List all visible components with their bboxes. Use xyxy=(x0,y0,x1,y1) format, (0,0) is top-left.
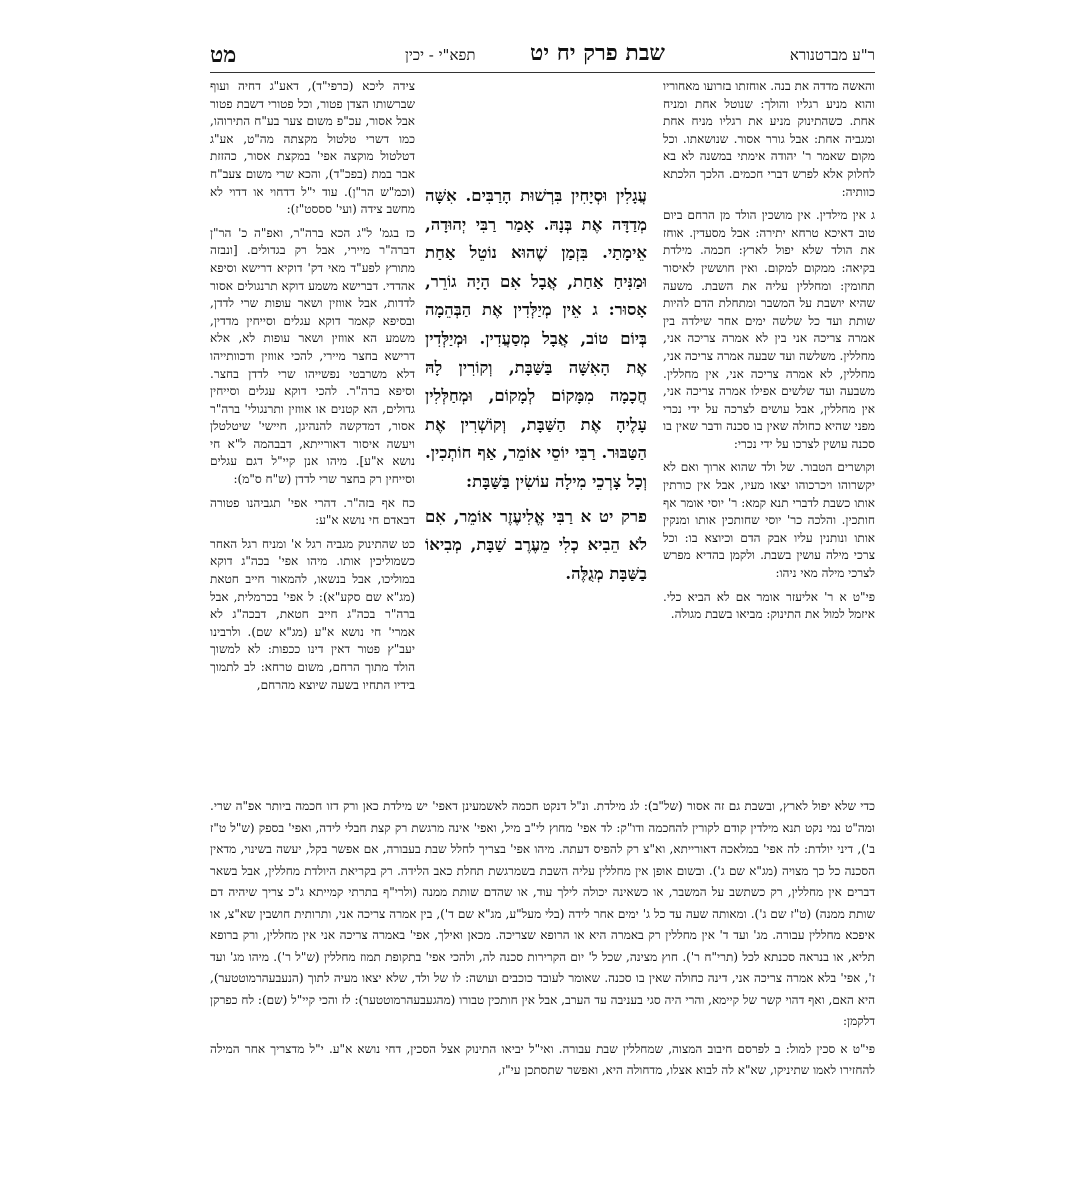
mishna-paragraph: פרק יט א רַבִּי אֱלִיעֶזֶר אוֹמֵר, אִם לֹא הֵבִיא כְלִי מֵעֶרֶב שַׁבָּת, מְבִיאוֹ בַשַּׁבָּת מְגֻלֶּה. xyxy=(425,506,647,583)
tiferet-paragraph: כח אף בזה"ר. דהרי אפי' תגביהנו פטורה דבאדם חי נושא א"ע: xyxy=(210,495,415,528)
tiferet-column xyxy=(210,78,415,790)
commentary-title-left: תפא"י - יכין xyxy=(405,46,476,64)
bottom-commentary xyxy=(210,796,875,1096)
page-number: מט xyxy=(210,42,237,68)
tiferet-paragraph: כז בגמ' ל"ג הכא ברה"ר, ואפ"ה כ' הר"ן דברה"ר מיירי, אבל רק בגדולים. [ונבזה מתורץ לפע"ד מאי דק' דוקיא דרישא וסיפא אהדדי. דברישא משמע דוקא תרנגולים אסור לדדות, אבל אווזין ושאר עופות שרי לדדן, ובסיפא קאמר דוקא עגלים וסייחין מדדין, משמע הא אווזין ושאר עופות לא, אלא דרישא בחצר מיירי, להכי אווזין ודכוותייהו דלא משרבטי נפשייהו שרי לדדן בחצר. וסיפא ברה"ר. להכי דוקא עגלים וסייחין גדולים, הא קטנים או אווזין ותרנגולי' ברה"ר אסור, דמדקשה להנהיגן, חיישי' שיטלטלן ויעשה איסור דאורייתא, דבבהמה ל"א חי נושא א"ע]. מיהו אנן קיי"ל דגם עגלים וסייחין רק בחצר שרי לדדן (ש"ח ס"מ): xyxy=(210,225,415,487)
bottom-paragraph: פי"ט א סכין למול: ב לפרסם חיבוב המצוה, שמחללין שבת עבורה. ואי"ל יביאו התינוק אצל הסכין, דחי נושא א"ע. י"ל מדצריך אחר המילה להחזירו לאמו שתיניקו, שא"א לה לבוא אצלו, מדחולה היא, ואפשר שתסתכן עי"ז, xyxy=(210,1041,875,1077)
bottom-paragraph: כדי שלא יפול לארץ, ובשבת גם זה אסור (של"ב): לג מילדת. ונ"ל דנקט חכמה לאשמעינן דאפי' יש מילדת כאן ורק דזו חכמה ביותר אפ"ה שרי. ומה"ט נמי נקט תנא מילדין קודם לקורין להחכמה ודו"ק: לד אפי' מחוץ לי"ב מיל, ואפי' אינה מרגשת רק קצת חבלי לידה, ואפי' בספק (ש"ל ט"ז ב'), דיני יולדת: לה אפי' במלאכה דאורייתא, וא"צ רק להפיס דעתה. מיהו אפי' בצריך לחלל שבת בעבורה, אם אפשר בקל, יעשה בשינוי, מדאין הסכנה כל כך מצויה (מג"א שם ג'). ובשום אופן אין מחללין עליה השבת בשמרגשת תחלת כאב הלידה. רק בקריאת היולדת מחללין, אבל בשאר דברים אין מחללין, רק כשתשב על המשבר, או כשאינה יכולה לילך עוד, או שהדם שותת ממנה (ולרי"ף בתרתי קמייתא ג"כ צריך שיהיה דם שותת ממנה) (ט"ז שם ג'). ומאותה שעה עד כל ג' ימים אחר לידה (בלי מעל"ע, מג"א שם ד'), בין אמרה צריכה אני, ותרותית חושבין שא"צ, או איפכא מחללין עבורה. מג' ועד ד' אין מחללין רק באמרה היא או הרופא שצריכה. מכאן ואילך, אפי' באמרה צריכה אני אין מחללין, ורק ברופא תליא, או בנראה סכנתא לכל (תרי"ח ר'). חוץ מצינה, שכל ל' יום הקרירות סכנה לה, ולהכי אפי' בתקופת תמוז מחללין (ש"ל ר'). מיהו מג' ועד ז', אפי' בלא אמרה צריכה אני, דינה כחולה שאין בו סכנה. שאומר לעובד כוכבים ועושה: לו של ולד, שלא יצאו מעיה לתוך (הנעבעהרמוטטער), היא האם, ואף דהוי קשר של קיימא, והרי היה סגי בעניבה עד הערב, אבל אין חותכין טבורו (מהגעבעהרמוטטער): לז והכי קיי"ל (שם): לח כפרקן דלקמן: xyxy=(210,799,875,1028)
bartenura-paragraph: והאשה מדדה את בנה. אוחזתו בזרועו מאחוריו והוא מניע רגליו והולך: שנוטל אחת ומניח אחת. כשהתינוק מניע את רגליו מניח אחת ומגביה אחת: אבל גורר אסור. שנושאתו. וכל מקום שאמר ר' יהודה אימתי במשנה לא בא לחלוק אלא לפרש דברי חכמים. הלכך הלכתא כוותיה: xyxy=(663,79,875,199)
mishna-text xyxy=(425,182,647,612)
commentary-title-right: ר"ע מברטנורא xyxy=(789,46,875,64)
bartenura-paragraph: פי"ט א ר' אליעזר אומר אם לא הביא כלי. איזמל למול את התינוק: מביאו בשבת מגולה. xyxy=(663,589,875,622)
mishna-paragraph: עֲגָלִין וּסְיָחִין בִּרְשׁוּת הָרַבִּים. אִשָּׁה מְדַדָּה אֶת בְּנָהּ. אָמַר רַבִּי יְהוּדָה, אֵימָתַי. בִּזְמַן שֶׁהוּא נוֹטֵל אַחַת וּמַנִּיחַ אַחַת, אֲבָל אִם הָיָה גוֹרֵר, אָסוּר: ג אֵין מְיַלְּדִין אֶת הַבְּהֵמָה בְּיוֹם טוֹב, אֲבָל מְסַעֲדִין. וּמְיַלְּדִין אֶת הָאִשָּׁה בַּשַּׁבָּת, וְקוֹרִין לָהּ חֲכָמָה מִמָּקוֹם לְמָקוֹם, וּמְחַלְּלִין עָלֶיהָ אֶת הַשַּׁבָּת, וְקוֹשְׁרִין אֶת הַטַּבּוּר. רַבִּי יוֹסֵי אוֹמֵר, אַף חוֹתְכִין. וְכָל צָרְכֵי מִילָה עוֹשִׂין בַּשַּׁבָּת: xyxy=(425,186,647,491)
tiferet-paragraph: צידה ליכא (כרפי"ד), דאע"ג דחיה ועוף שברשותו הצדן פטור, וכל פטורי דשבת פטור אבל אסור, עכ"פ משום צער בע"ח התירוהו, כמו דשרי טלטול מקצתה מה"ט, אע"ג דטלטול מוקצה אפי' במקצת אסור, כהזזת אבר במת (בפכ"ד), והכא שרי משום צעב"ח (וכמ"ש הר"ן). עוד י"ל דדחוי או דדוי לא מחשב צידה (ועי' סססט"ז): xyxy=(210,79,415,217)
page-header xyxy=(210,40,875,70)
bartenura-paragraph: ג אין מילדין. אין מושכין הולד מן הרחם ביום טוב דאיכא טרחא יתירה: אבל מסעדין. אוחז את הולד שלא יפול לארץ: חכמה. מילדת בקיאה: ממקום למקום. ואין חוששין לאיסור תחומין: ומחללין עליה את השבת. משעה שהיא יושבת על המשבר ומתחלת הדם להיות שותת ועד כל שלשה ימים אחר שילדה בין אמרה צריכה אני בין לא אמרה צריכה אני, מחללין. משלשה ועד שבעה אמרה צריכה אני, מחללין, לא אמרה צריכה אני, אין מחללין. משבעה ועד שלשים אפילו אמרה צריכה אני, אין מחללין, אבל עושים לצרכה על ידי נכרי מפני שהיא כחולה שאין בו סכנה ודבר שאין בו סכנה עושין לצרכו על ידי נכרי: xyxy=(663,208,875,451)
tiferet-paragraph: כט שהתינוק מגביה רגל א' ומניח רגל האחר כשמוליכין אותו. מיהו אפי' בכה"ג דוקא במוליכו, אבל בנשאו, להמאור חייב חטאת (מג"א שם סקע"א): ל אפי' בכרמלית, אבל ברה"ר בכה"ג חייב חטאת, דבכה"ג לא אמרי' חי נושא א"ע (מג"א שם). ולרבינו יעב"ץ פטור דאין דינו ככפות: לא למשוך הולד מתוך הרחם, משום טרחא: לב לתמוך בידיו התחיו בשעה שיוצא מהרחם, xyxy=(210,536,415,692)
bartenura-paragraph: וקושרים הטבור. של ולד שהוא ארוך ואם לא יקשרוהו ויכרכוהו יצאו מעיו, אבל אין כורתין אותו כשבת לדברי תנא קמא: ר' יוסי אומר אף חותכין. והלכה כר' יוסי שחותכין אותו ומנקין אותו ונותנין עליו אבק הדם וכיוצא בו: וכל צרכי מילה עושין בשבת. ולקמן בהדיא מפרש לצרכי מילה מאי ניהו: xyxy=(663,460,875,581)
bartenura-column xyxy=(663,78,875,790)
header-rule xyxy=(210,72,875,73)
tractate-chapter-title: שבת פרק יח יט xyxy=(530,40,665,66)
